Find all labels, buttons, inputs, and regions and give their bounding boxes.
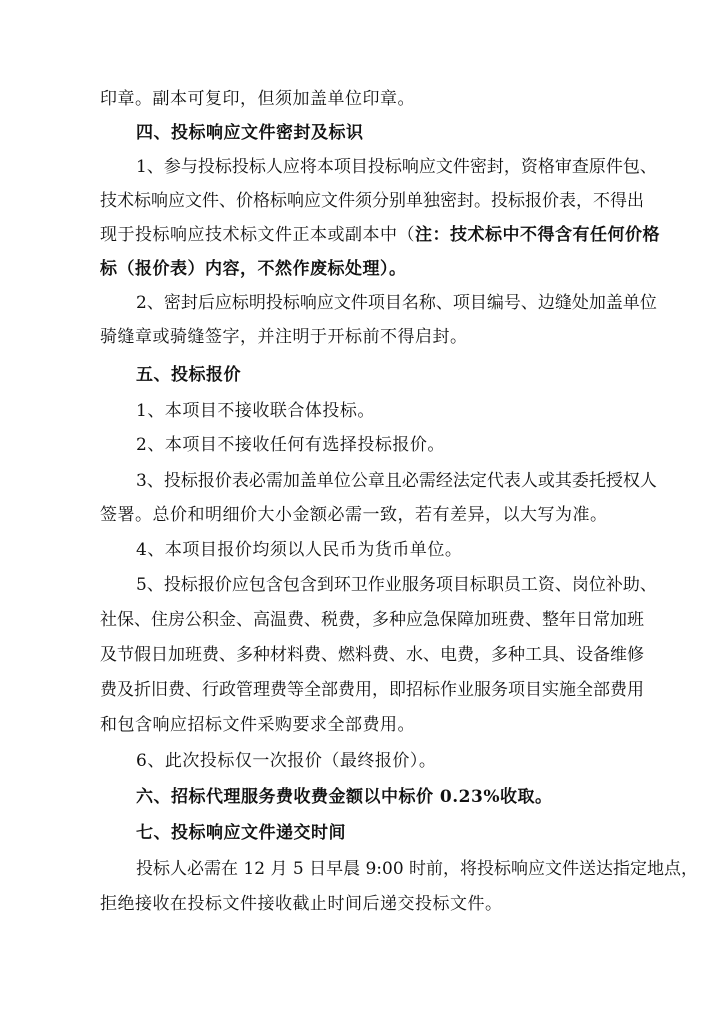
paragraph-line: 1、本项目不接收联合体投标。 (136, 401, 375, 421)
paragraph-line: 社保、住房公积金、高温费、税费，多种应急保障加班费、整年日常加班 (100, 610, 644, 630)
paragraph-line: 及节假日加班费、多种材料费、燃料费、水、电费，多种工具、设备维修 (100, 645, 644, 665)
section-heading-submission-time: 七、投标响应文件递交时间 (136, 823, 346, 843)
paragraph-line: 签署。总价和明细价大小金额必需一致，若有差异，以大写为准。 (100, 505, 608, 525)
paragraph-line: 骑缝章或骑缝签字，并注明于开标前不得启封。 (100, 327, 468, 347)
paragraph-line: 2、本项目不接收任何有选择投标报价。 (136, 435, 445, 455)
paragraph-line: 费及折旧费、行政管理费等全部费用，即招标作业服务项目实施全部费用 (100, 680, 644, 700)
paragraph-line: 投标人必需在 12 月 5 日早晨 9:00 时前，将投标响应文件送达指定地点， (136, 859, 699, 879)
paragraph-line: 和包含响应招标文件采购要求全部费用。 (100, 715, 415, 735)
paragraph-text: 现于投标响应技术标文件正本或副本中（ (100, 225, 415, 245)
paragraph-line (100, 224, 720, 246)
paragraph-line: 印章。副本可复印，但须加盖单位印章。 (100, 89, 415, 109)
paragraph-line: 5、投标报价应包含包含到环卫作业服务项目标职员工资、岗位补助、 (136, 575, 657, 595)
paragraph-line: 拒绝接收在投标文件接收截止时间后递交投标文件。 (100, 894, 503, 914)
paragraph-line: 2、密封后应标明投标响应文件项目名称、项目编号、边缝处加盖单位 (136, 293, 657, 313)
bold-note-line: 标（报价表）内容，不然作废标处理）。 (100, 259, 407, 279)
paragraph-line: 技术标响应文件、价格标响应文件须分别单独密封。投标报价表，不得出 (100, 191, 644, 211)
paragraph-line: 4、本项目报价均须以人民币为货币单位。 (136, 540, 463, 560)
paragraph-line: 6、此次投标仅一次报价（最终报价）。 (136, 751, 437, 771)
section-heading-sealing: 四、投标响应文件密封及标识 (136, 123, 364, 143)
bold-note: 注：技术标中不得含有任何价格 (415, 225, 660, 245)
paragraph-line: 3、投标报价表必需加盖单位公章且必需经法定代表人或其委托授权人 (136, 471, 657, 491)
paragraph-line: 1、参与投标投标人应将本项目投标响应文件密封，资格审查原件包、 (136, 157, 657, 177)
section-heading-agency-fee: 六、招标代理服务费收费金额以中标价 0.23%收取。 (136, 787, 553, 807)
section-heading-pricing: 五、投标报价 (136, 365, 241, 385)
